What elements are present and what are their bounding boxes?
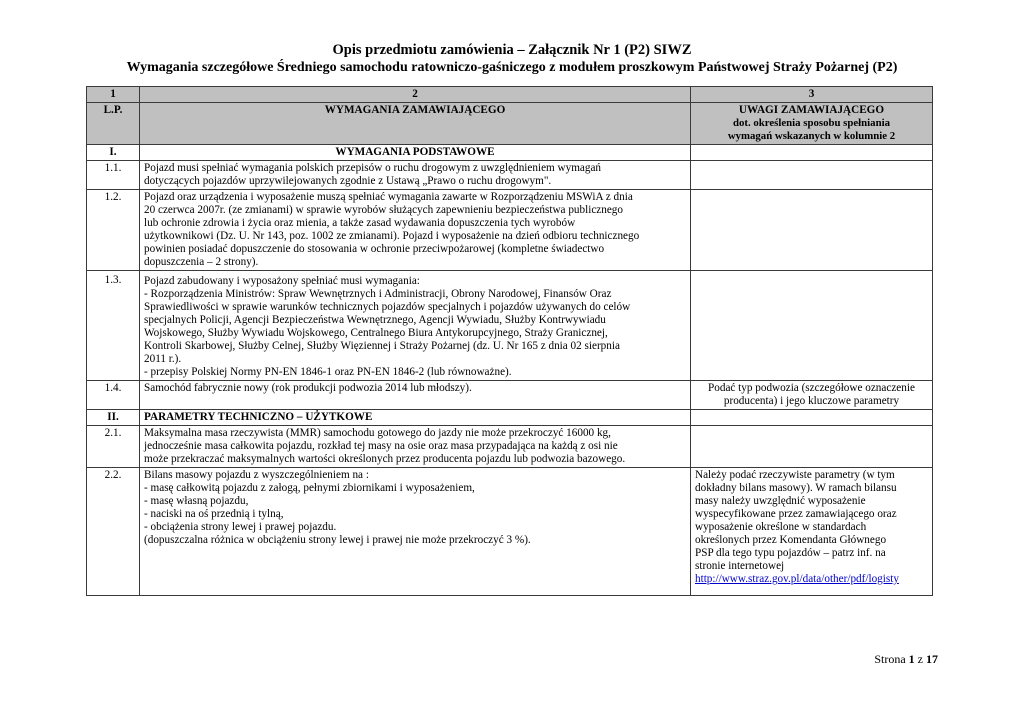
note-line: Należy podać rzeczywiste parametry (w tym bbox=[695, 469, 895, 481]
text-line: - masę własną pojazdu, bbox=[144, 495, 249, 507]
text-line: powinien posiadać dopuszczenie do stosowania w ochronie przeciwpożarowej (kompletne świadectwo bbox=[144, 243, 605, 255]
text-line: - Rozporządzenia Ministrów: Spraw Wewnętrznych i Administracji, Obrony Narodowej, Finansów Oraz bbox=[144, 288, 612, 300]
notes-cell bbox=[691, 161, 933, 190]
requirement-text bbox=[140, 426, 691, 468]
notes-cell bbox=[691, 410, 933, 426]
row-number: 1.2. bbox=[87, 190, 140, 271]
page-of: z bbox=[917, 652, 923, 666]
text-line: dotyczących pojazdów uprzywilejowanych zgodnie z Ustawą „Prawo o ruchu drogowym". bbox=[144, 175, 552, 187]
text-line: Pojazd oraz urządzenia i wyposażenie muszą spełniać wymagania zawarte w Rozporządzeniu MSWiA z dnia bbox=[144, 191, 633, 203]
notes-cell bbox=[691, 145, 933, 161]
text-line: Pojazd zabudowany i wyposażony spełniać musi wymagania: bbox=[144, 275, 420, 287]
page-label: Strona bbox=[874, 652, 906, 666]
row-number: 2.1. bbox=[87, 426, 140, 468]
row-number: 1.3. bbox=[87, 271, 140, 381]
section-title: WYMAGANIA PODSTAWOWE bbox=[140, 145, 691, 161]
header-requirements: WYMAGANIA ZAMAWIAJĄCEGO bbox=[140, 103, 691, 145]
text-line: może przekraczać maksymalnych wartości określonych przez producenta pojazdu lub podwozia bazowego. bbox=[144, 453, 626, 465]
text-line: Bilans masowy pojazdu z wyszczególnieniem na : bbox=[144, 469, 369, 481]
section-number: II. bbox=[87, 410, 140, 426]
text-line: Kontroli Skarbowej, Służby Celnej, Służby Więziennej i Straży Pożarnej (dz. U. Nr 165 z dnia 02 sierpnia bbox=[144, 340, 620, 352]
requirement-text bbox=[140, 271, 691, 381]
requirement-text: Samochód fabrycznie nowy (rok produkcji podwozia 2014 lub młodszy). bbox=[140, 381, 691, 410]
header-notes-line: UWAGI ZAMAWIAJĄCEGO bbox=[738, 104, 885, 116]
table-row bbox=[87, 381, 933, 410]
text-line: Pojazd musi spełniać wymagania polskich przepisów o ruchu drogowym z uwzględnieniem wymagań bbox=[144, 162, 602, 174]
section-row bbox=[87, 145, 933, 161]
note-line: stronie internetowej bbox=[695, 560, 785, 572]
requirement-text bbox=[140, 161, 691, 190]
note-line: producenta) i jego kluczowe parametry bbox=[723, 395, 900, 407]
note-line: dokładny bilans masowy). W ramach bilansu bbox=[695, 482, 897, 494]
page-number: 1 bbox=[908, 652, 915, 666]
page-footer bbox=[874, 652, 938, 667]
text-line: Maksymalna masa rzeczywista (MMR) samochodu gotowego do jazdy nie może przekroczyć 16000 kg, bbox=[144, 427, 611, 439]
column-number-row bbox=[87, 87, 933, 103]
note-line: wyspecyfikowane przez zamawiającego oraz bbox=[695, 508, 897, 520]
header-row bbox=[87, 103, 933, 145]
text-line: - masę całkowitą pojazdu z załogą, pełnymi zbiornikami i wyposażeniem, bbox=[144, 482, 475, 494]
text-line: lub ochronie zdrowia i życia oraz mienia, a także zasad wydawania dopuszczenia tych wyrobów bbox=[144, 217, 576, 229]
text-line: - naciski na oś przednią i tylną, bbox=[144, 508, 284, 520]
text-line: - obciążenia strony lewej i prawej pojazdu. bbox=[144, 521, 337, 533]
text-line: (dopuszczalna różnica w obciążeniu strony lewej i prawej nie może przekroczyć 3 %). bbox=[144, 534, 531, 546]
note-line: Podać typ podwozia (szczegółowe oznaczenie bbox=[708, 382, 915, 394]
note-line: określonych przez Komendanta Głównego bbox=[695, 534, 887, 546]
header-notes-line: wymagań wskazanych w kolumnie 2 bbox=[727, 130, 896, 142]
header-lp: L.P. bbox=[87, 103, 140, 145]
column-number: 2 bbox=[140, 87, 691, 103]
section-title: PARAMETRY TECHNICZNO – UŻYTKOWE bbox=[140, 410, 691, 426]
text-line: użytkownikowi (Dz. U. Nr 143, poz. 1002 ze zmianami). Pojazd i wyposażenie na dzień odbioru technicznego bbox=[144, 230, 640, 242]
requirements-table bbox=[86, 86, 933, 596]
text-line: dopuszczenia – 2 strony). bbox=[144, 256, 259, 268]
table-row bbox=[87, 271, 933, 381]
logistics-link[interactable]: http://www.straz.gov.pl/data/other/pdf/logisty bbox=[695, 573, 899, 585]
notes-cell bbox=[691, 271, 933, 381]
text-line: 2011 r.). bbox=[144, 353, 182, 365]
document-subtitle: Wymagania szczegółowe Średniego samochodu ratowniczo-gaśniczego z modułem proszkowym Państwowej Straży Pożarnej (P2) bbox=[126, 60, 898, 75]
row-number: 1.1. bbox=[87, 161, 140, 190]
row-number: 2.2. bbox=[87, 468, 140, 596]
notes-cell bbox=[691, 381, 933, 410]
section-row bbox=[87, 410, 933, 426]
notes-cell bbox=[691, 190, 933, 271]
row-number: 1.4. bbox=[87, 381, 140, 410]
note-line: wyposażenie określone w standardach bbox=[695, 521, 867, 533]
column-number: 1 bbox=[87, 87, 140, 103]
table-row bbox=[87, 426, 933, 468]
text-line: Sprawiedliwości w sprawie warunków technicznych pojazdów specjalnych i pojazdów używanych do celów bbox=[144, 301, 631, 313]
document-title: Opis przedmiotu zamówienia – Załącznik Nr 1 (P2) SIWZ bbox=[332, 42, 692, 58]
table-row bbox=[87, 190, 933, 271]
text-line: jednocześnie masa całkowita pojazdu, rozkład tej masy na osie oraz masa przypadająca na każdą z osi nie bbox=[144, 440, 618, 452]
note-line: masy należy uwzględnić wyposażenie bbox=[695, 495, 866, 507]
header-notes bbox=[691, 103, 933, 145]
text-line: specjalnych Policji, Agencji Bezpieczeństwa Wewnętrznego, Agencji Wywiadu, Służby Kontrwywiadu bbox=[144, 314, 606, 326]
page-total: 17 bbox=[926, 652, 938, 666]
section-number: I. bbox=[87, 145, 140, 161]
notes-cell bbox=[691, 468, 933, 596]
note-line: PSP dla tego typu pojazdów – patrz inf. na bbox=[695, 547, 886, 559]
table-row bbox=[87, 468, 933, 596]
text-line: 20 czerwca 2007r. (ze zmianami) w sprawie wyrobów służących zapewnieniu bezpieczeństwa publicznego bbox=[144, 204, 623, 216]
requirement-text bbox=[140, 190, 691, 271]
text-line: - przepisy Polskiej Normy PN-EN 1846-1 oraz PN-EN 1846-2 (lub równoważne). bbox=[144, 366, 512, 378]
requirement-text bbox=[140, 468, 691, 596]
header-notes-line: dot. określenia sposobu spełniania bbox=[732, 117, 890, 129]
column-number: 3 bbox=[691, 87, 933, 103]
table-row bbox=[87, 161, 933, 190]
text-line: Wojskowego, Służby Wywiadu Wojskowego, Centralnego Biura Antykorupcyjnego, Straży Granicznej, bbox=[144, 327, 608, 339]
notes-cell bbox=[691, 426, 933, 468]
